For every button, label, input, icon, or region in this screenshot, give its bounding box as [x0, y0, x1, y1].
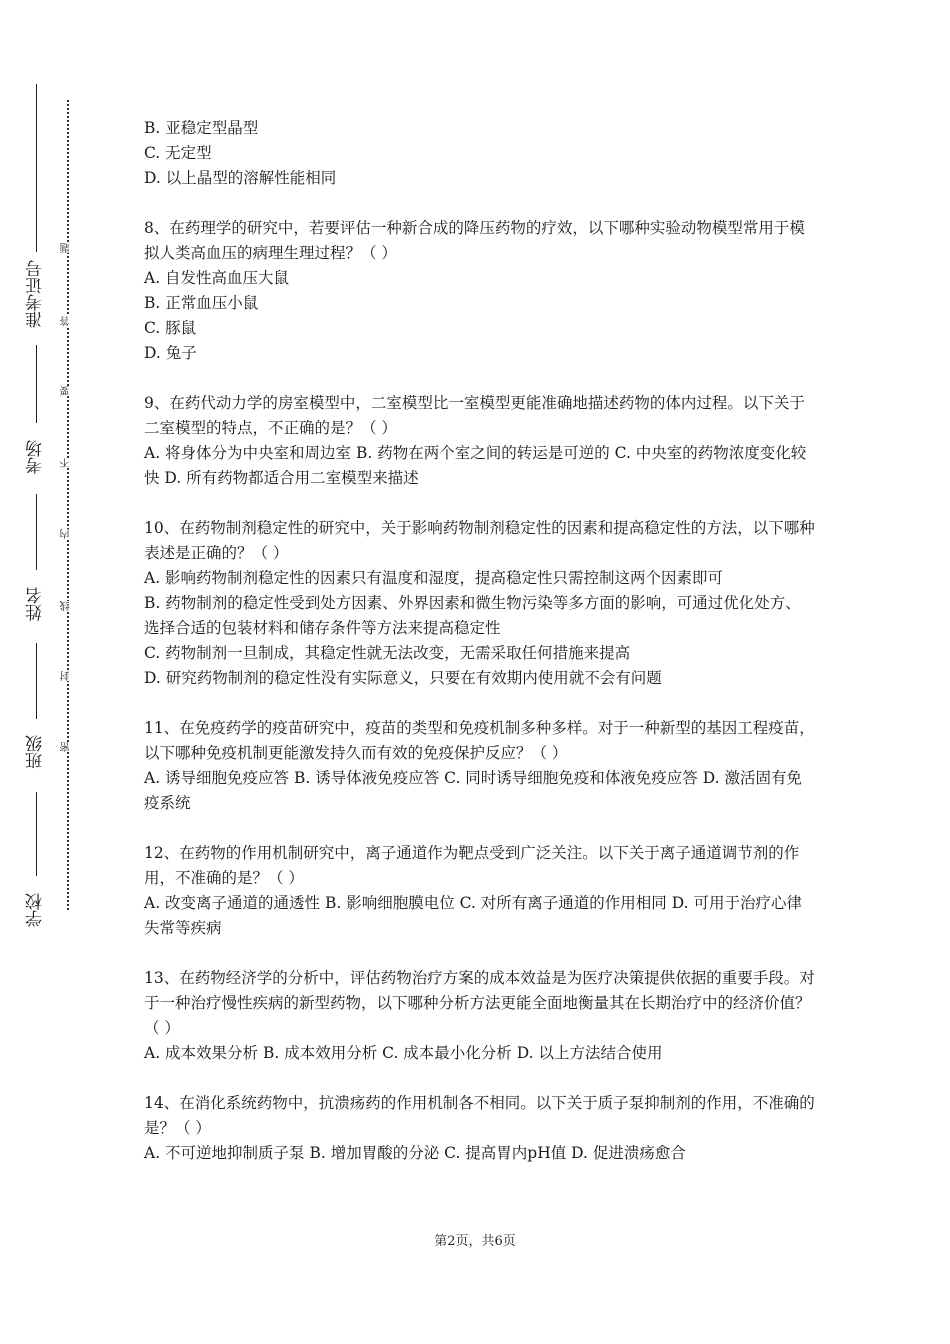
- page-number: 第2页，共6页: [434, 1234, 516, 1249]
- option-line: A. 成本效果分析 B. 成本效用分析 C. 成本最小化分析 D. 以上方法结合使用: [144, 1044, 663, 1062]
- option-line: A. 将身体分为中央室和周边室 B. 药物在两个室之间的转运是可逆的 C. 中央室的药物浓度变化较快 D. 所有药物都适合用二室模型来描述: [144, 444, 807, 487]
- option-line: C. 无定型: [144, 144, 212, 162]
- question-14: [144, 1091, 816, 1166]
- question-stem: 8、在药理学的研究中，若要评估一种新合成的降压药物的疗效，以下哪种实验动物模型常用于模拟人类高血压的病理生理过程？（ ）: [144, 219, 805, 262]
- question-stem: 11、在免疫药学的疫苗研究中，疫苗的类型和免疫机制多种多样。对于一种新型的基因工程疫苗，以下哪种免疫机制更能激发持久而有效的免疫保护反应？（ ）: [144, 719, 815, 762]
- seal-char: 答: [60, 316, 76, 326]
- option-line: B. 正常血压小鼠: [144, 294, 259, 312]
- exam-id-label: 准考证号: [26, 260, 46, 328]
- question-9: [144, 391, 816, 491]
- school-field: [22, 880, 50, 940]
- option-line: A. 不可逆地抑制质子泵 B. 增加胃酸的分泌 C. 提高胃内pH值 D. 促进溃疡愈合: [144, 1144, 686, 1162]
- seal-char: 封: [60, 671, 76, 681]
- option-line: B. 亚稳定型晶型: [144, 119, 259, 137]
- question-stem: 12、在药物的作用机制研究中，离子通道作为靶点受到广泛关注。以下关于离子通道调节剂的作用，不准确的是？（ ）: [144, 844, 800, 887]
- question-10: [144, 516, 816, 691]
- option-line: D. 以上晶型的溶解性能相同: [144, 169, 337, 187]
- question-stem: 10、在药物制剂稳定性的研究中，关于影响药物制剂稳定性的因素和提高稳定性的方法，以下哪种表述是正确的？（ ）: [144, 519, 815, 562]
- class-field: [22, 722, 50, 782]
- seal-char: 题: [60, 243, 76, 253]
- question-stem: 9、在药代动力学的房室模型中，二室模型比一室模型更能准确地描述药物的体内过程。以下关于二室模型的特点，不正确的是？（ ）: [144, 394, 805, 437]
- option-line: D. 研究药物制剂的稳定性没有实际意义，只要在有效期内使用就不会有问题: [144, 669, 662, 687]
- name-line: [36, 494, 37, 570]
- question-8: [144, 216, 816, 366]
- question-stem: 14、在消化系统药物中，抗溃疡药的作用机制各不相同。以下关于质子泵抑制剂的作用，不准确的是？（ ）: [144, 1094, 815, 1137]
- school-line: [36, 792, 37, 876]
- question-13: [144, 966, 816, 1066]
- seal-char: 不: [60, 458, 76, 468]
- seal-dotted-line: [67, 100, 69, 910]
- class-line: [36, 643, 37, 719]
- option-line: C. 豚鼠: [144, 319, 197, 337]
- question-12: [144, 841, 816, 941]
- exam-id-field: [22, 254, 50, 334]
- option-line: A. 自发性高血压大鼠: [144, 269, 290, 287]
- option-line: A. 改变离子通道的通透性 B. 影响细胞膜电位 C. 对所有离子通道的作用相同 D. 可用于治疗心律失常等疾病: [144, 894, 802, 937]
- option-line: A. 影响药物制剂稳定性的因素只有温度和湿度，提高稳定性只需控制这两个因素即可: [144, 569, 724, 587]
- name-field: [22, 574, 50, 634]
- seal-char: 要: [60, 386, 76, 396]
- question-11: [144, 716, 816, 816]
- exam-room-field: [22, 427, 50, 487]
- question-7-continuation: [144, 116, 816, 191]
- seal-char: 内: [60, 529, 76, 539]
- name-label: 姓名: [26, 587, 46, 621]
- option-line: A. 诱导细胞免疫应答 B. 诱导体液免疫应答 C. 同时诱导细胞免疫和体液免疫应答 D. 激活固有免疫系统: [144, 769, 802, 812]
- exam-room-label: 考场: [26, 440, 46, 474]
- seal-char: 线: [60, 601, 76, 611]
- seal-char: 密: [60, 742, 76, 752]
- question-stem: 13、在药物经济学的分析中，评估药物治疗方案的成本效益是为医疗决策提供依据的重要手段。对于一种治疗慢性疾病的新型药物，以下哪种分析方法更能全面地衡量其在长期治疗中的经济价值？（ ）: [144, 969, 815, 1037]
- school-label: 学校: [26, 893, 46, 927]
- binding-margin: [0, 0, 72, 1344]
- option-line: B. 药物制剂的稳定性受到处方因素、外界因素和微生物污染等多方面的影响，可通过优化处方、选择合适的包装材料和储存条件等方法来提高稳定性: [144, 594, 801, 637]
- exam-content: [144, 116, 816, 1191]
- exam-id-line: [36, 84, 37, 252]
- exam-room-line: [36, 345, 37, 423]
- class-label: 班级: [26, 735, 46, 769]
- option-line: C. 药物制剂一旦制成，其稳定性就无法改变，无需采取任何措施来提高: [144, 644, 631, 662]
- option-line: D. 兔子: [144, 344, 197, 362]
